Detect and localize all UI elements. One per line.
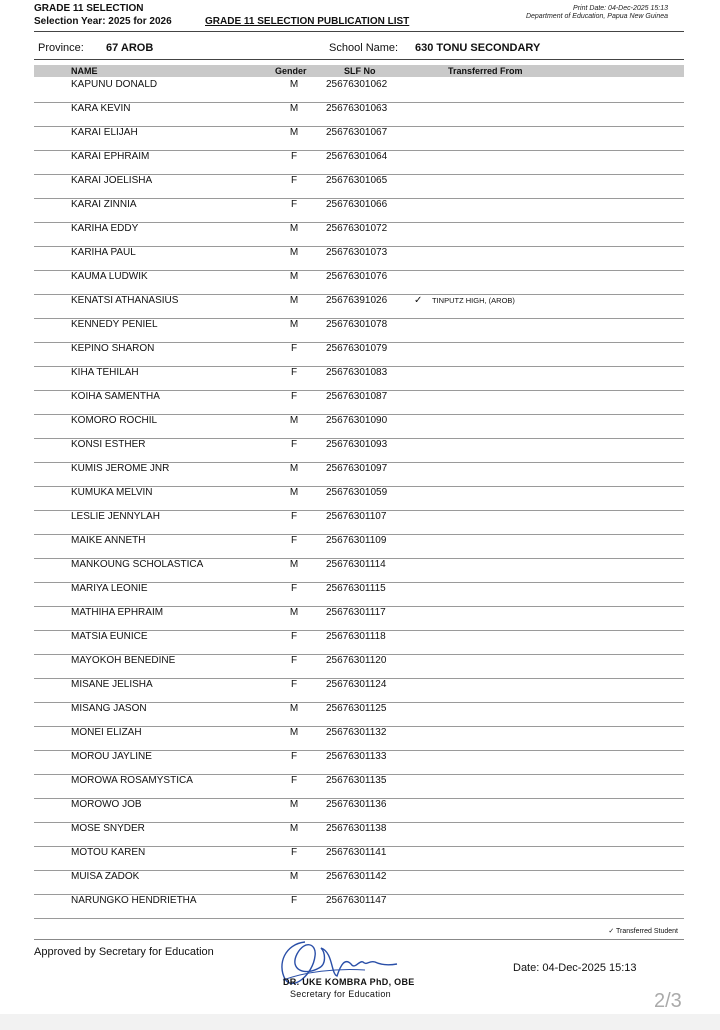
table-row: [34, 751, 684, 775]
student-gender: F: [290, 751, 298, 762]
student-slf-number: 25676301076: [326, 271, 388, 282]
table-row: [34, 775, 684, 799]
table-row: [34, 343, 684, 367]
transferred-from: TINPUTZ HIGH, (AROB): [432, 296, 515, 305]
student-name: MOROWO JOB: [71, 799, 142, 810]
student-slf-number: 25676301062: [326, 79, 388, 90]
student-gender: M: [289, 799, 299, 810]
student-gender: F: [290, 439, 298, 450]
department-name: Department of Education, Papua New Guinea: [525, 13, 668, 20]
student-name: MOROU JAYLINE: [71, 751, 152, 762]
student-name: MOSE SNYDER: [71, 823, 145, 834]
header-divider: [34, 31, 684, 32]
table-row: [34, 223, 684, 247]
province-value: 67 AROB: [106, 42, 154, 54]
student-gender: F: [290, 151, 298, 162]
student-slf-number: 25676301142: [326, 871, 387, 882]
student-gender: F: [290, 583, 298, 594]
table-row: [34, 487, 684, 511]
print-date: Print Date: 04-Dec-2025 15:13: [573, 5, 668, 12]
student-gender: F: [290, 343, 298, 354]
student-name: MONEI ELIZAH: [71, 727, 142, 738]
table-row: [34, 151, 684, 175]
student-slf-number: 25676301073: [326, 247, 388, 258]
school-value: 630 TONU SECONDARY: [415, 42, 541, 54]
print-info: [526, 5, 668, 21]
student-name: MUISA ZADOK: [71, 871, 140, 882]
table-row: [34, 79, 684, 103]
row-divider: [34, 918, 684, 919]
student-slf-number: 25676301063: [326, 103, 388, 114]
student-name: MAYOKOH BENEDINE: [71, 655, 176, 666]
table-row: [34, 631, 684, 655]
student-gender: M: [289, 319, 299, 330]
table-row: [34, 727, 684, 751]
student-name: MOTOU KAREN: [71, 847, 146, 858]
student-gender: F: [290, 175, 298, 186]
table-row: [34, 271, 684, 295]
legend-transferred: ✓ Transferred Student: [608, 928, 678, 935]
column-name: NAME: [71, 66, 98, 76]
table-row: [34, 295, 684, 319]
student-name: KONSI ESTHER: [71, 439, 146, 450]
student-slf-number: 25676301133: [326, 751, 387, 762]
student-slf-number: 25676301118: [326, 631, 386, 642]
table-row: [34, 655, 684, 679]
student-slf-number: 25676301109: [326, 535, 387, 546]
student-slf-number: 25676301138: [326, 823, 387, 834]
table-row: [34, 415, 684, 439]
student-name: KUMIS JEROME JNR: [71, 463, 170, 474]
student-slf-number: 25676301125: [326, 703, 387, 714]
signatory-title: Secretary for Education: [290, 989, 391, 999]
student-slf-number: 25676301059: [326, 487, 388, 498]
student-slf-number: 25676301066: [326, 199, 388, 210]
student-slf-number: 25676301065: [326, 175, 388, 186]
approved-by: Approved by Secretary for Education: [34, 946, 214, 958]
student-gender: M: [289, 607, 299, 618]
student-slf-number: 25676301083: [326, 367, 388, 378]
student-name: KENNEDY PENIEL: [71, 319, 158, 330]
student-gender: M: [289, 127, 299, 138]
student-slf-number: 25676301136: [326, 799, 387, 810]
student-name: KOIHA SAMENTHA: [71, 391, 160, 402]
viewer-footer-band: [0, 1014, 720, 1030]
table-row: [34, 703, 684, 727]
table-header: [34, 65, 684, 77]
student-gender: F: [290, 895, 298, 906]
table-row: [34, 559, 684, 583]
student-name: KIHA TEHILAH: [71, 367, 139, 378]
table-row: [34, 175, 684, 199]
student-gender: M: [289, 823, 299, 834]
table-row: [34, 583, 684, 607]
student-gender: M: [289, 559, 299, 570]
list-title: GRADE 11 SELECTION PUBLICATION LIST: [205, 16, 410, 27]
student-gender: M: [289, 727, 299, 738]
student-name: LESLIE JENNYLAH: [71, 511, 160, 522]
student-slf-number: 25676301090: [326, 415, 388, 426]
student-gender: M: [289, 223, 299, 234]
student-name: KARIHA PAUL: [71, 247, 136, 258]
student-gender: M: [289, 415, 299, 426]
table-row: [34, 319, 684, 343]
table-row: [34, 199, 684, 223]
student-slf-number: 25676301132: [326, 727, 387, 738]
student-slf-number: 25676301087: [326, 391, 388, 402]
student-name: KARIHA EDDY: [71, 223, 139, 234]
student-name: KARAI JOELISHA: [71, 175, 153, 186]
student-slf-number: 25676301067: [326, 127, 388, 138]
student-slf-number: 25676301107: [326, 511, 387, 522]
student-slf-number: 25676301078: [326, 319, 388, 330]
student-gender: M: [289, 463, 299, 474]
student-slf-number: 25676301114: [326, 559, 386, 570]
student-slf-number: 25676301079: [326, 343, 388, 354]
student-name: MANKOUNG SCHOLASTICA: [71, 559, 204, 570]
student-slf-number: 25676301072: [326, 223, 388, 234]
student-slf-number: 25676301064: [326, 151, 388, 162]
student-gender: M: [289, 487, 299, 498]
student-gender: F: [290, 847, 298, 858]
student-slf-number: 25676301117: [326, 607, 386, 618]
table-row: [34, 247, 684, 271]
student-slf-number: 25676301097: [326, 463, 388, 474]
student-gender: M: [289, 871, 299, 882]
province-label: Province:: [38, 42, 84, 54]
student-slf-number: 25676301124: [326, 679, 387, 690]
table-row: [34, 127, 684, 151]
table-row: [34, 799, 684, 823]
table-row: [34, 871, 684, 895]
student-slf-number: 25676301135: [326, 775, 387, 786]
student-slf-number: 25676301120: [326, 655, 387, 666]
student-gender: M: [289, 703, 299, 714]
student-name: MISANE JELISHA: [71, 679, 153, 690]
student-name: KAPUNU DONALD: [71, 79, 158, 90]
student-gender: F: [290, 391, 298, 402]
table-row: [34, 391, 684, 415]
student-gender: M: [289, 295, 299, 306]
student-name: KARAI ELIJAH: [71, 127, 138, 138]
student-slf-number: 25676301147: [326, 895, 387, 906]
report-title: GRADE 11 SELECTION: [34, 3, 144, 14]
student-name: MOROWA ROSAMYSTICA: [71, 775, 193, 786]
student-gender: F: [290, 367, 298, 378]
student-gender: M: [289, 247, 299, 258]
transferred-check-icon: ✓: [414, 295, 423, 306]
student-name: MATHIHA EPHRAIM: [71, 607, 164, 618]
table-row: [34, 535, 684, 559]
student-name: KAUMA LUDWIK: [71, 271, 148, 282]
student-name: KUMUKA MELVIN: [71, 487, 153, 498]
student-gender: F: [290, 775, 298, 786]
student-name: KENATSI ATHANASIUS: [71, 295, 179, 306]
page-indicator: 2/3: [654, 990, 682, 1012]
table-row: [34, 463, 684, 487]
signatory-name: DR. UKE KOMBRA PhD, OBE: [283, 977, 415, 987]
student-name: KARAI EPHRAIM: [71, 151, 150, 162]
table-row: [34, 823, 684, 847]
table-row: [34, 895, 684, 919]
table-row: [34, 439, 684, 463]
student-name: KEPINO SHARON: [71, 343, 155, 354]
school-label: School Name:: [329, 42, 399, 54]
student-name: KARAI ZINNIA: [71, 199, 137, 210]
table-row: [34, 847, 684, 871]
student-name: MATSIA EUNICE: [71, 631, 148, 642]
student-gender: M: [289, 79, 299, 90]
column-slf: SLF No: [344, 66, 376, 76]
student-name: MARIYA LEONIE: [71, 583, 148, 594]
student-slf-number: 25676301093: [326, 439, 388, 450]
column-transferred: Transferred From: [448, 66, 523, 76]
student-gender: M: [289, 271, 299, 282]
student-name: KARA KEVIN: [71, 103, 131, 114]
student-gender: F: [290, 511, 298, 522]
student-name: KOMORO ROCHIL: [71, 415, 158, 426]
student-gender: F: [290, 535, 298, 546]
approval-date: Date: 04-Dec-2025 15:13: [513, 962, 637, 974]
student-gender: F: [290, 679, 298, 690]
student-slf-number: 25676301115: [326, 583, 386, 594]
table-row: [34, 367, 684, 391]
student-gender: M: [289, 103, 299, 114]
student-gender: F: [290, 199, 298, 210]
student-name: NARUNGKO HENDRIETHA: [71, 895, 197, 906]
table-row: [34, 679, 684, 703]
student-slf-number: 25676391026: [326, 295, 388, 306]
column-gender: Gender: [275, 66, 307, 76]
info-divider: [34, 59, 684, 60]
table-row: [34, 511, 684, 535]
table-row: [34, 103, 684, 127]
student-slf-number: 25676301141: [326, 847, 387, 858]
table-row: [34, 607, 684, 631]
student-gender: F: [290, 655, 298, 666]
selection-year: Selection Year: 2025 for 2026: [34, 16, 172, 27]
student-name: MISANG JASON: [71, 703, 147, 714]
student-gender: F: [290, 631, 298, 642]
student-name: MAIKE ANNETH: [71, 535, 146, 546]
